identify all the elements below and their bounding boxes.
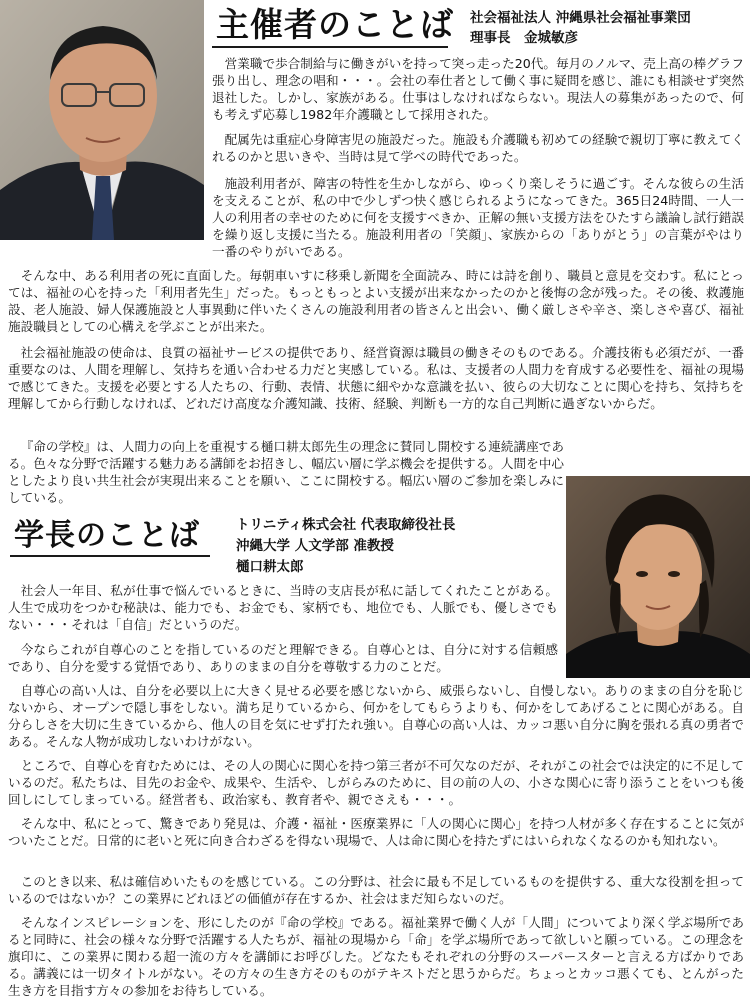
principal-paragraph: ところで、自尊心を育むためには、その人の関心に関心を持つ第三者が不可欠なのだが、それがこの社会では決定的に不足しているのだ。私たちは、目先のお金や、成果や、生活や、しがらみのために、目の前の人の、小さな関心に寄り添うことをいつも後回しにしてしまっている。経営者も、政治家も、教育者や、親でさえも・・・。 (8, 758, 744, 807)
host-paragraph: 配属先は重症心身障害児の施設だった。施設も介護職も初めての経験で親切丁寧に教えてくれるのかと思いきや、当時は見て学べの時代であった。 (212, 132, 744, 164)
host-section-title: 主催者のことば (216, 5, 454, 44)
principal-title-underline (10, 555, 210, 557)
host-name-line: 理事長 金城敏彦 (470, 30, 578, 46)
host-affiliation (470, 8, 691, 48)
principal-paragraph: そんなインスピレーションを、形にしたのが『命の学校』である。福祉業界で働く人が「人間」についてより深く学ぶ場所であると同時に、社会の様々な分野で活躍する人たちが、福祉の現場から「命」を学ぶ場所であって欲しいと願っている。この理念を旗印に、この業界に関わる超一流の方々を講師にお呼びした。どなたもそれぞれの分野のスーパースターと言える方ばかりである。講義には一切タイトルがない。その方々の生き方そのものがテキストだと思うからだ。ちょっとカッコ悪くても、とんがった生き方を目指す方々の参加をお待ちしている。 (8, 915, 744, 998)
principal-name: 樋口耕太郎 (236, 559, 304, 575)
principal-portrait-photo (566, 476, 750, 678)
host-paragraph: 施設利用者が、障害の特性を生かしながら、ゆっくり楽しそうに過ごす。そんな彼らの生活を支えることが、私の中で少しずつ快く感じられるようになってきた。365日24時間、一人一人の利用者の幸せのために何を支援すべきか、正解の無い支援方法をひたすら議論し試行錯誤を繰り返し支援に当たる。施設利用者の「笑顔」、家族からの「ありがとう」の言葉がやはり一番のやりがいである。 (212, 176, 744, 259)
principal-paragraph: 自尊心の高い人は、自分を必要以上に大きく見せる必要を感じないから、威張らないし、自慢しない。ありのままの自分を恥じないから、オープンで隠し事をしない。満ち足りているから、何かをしてもらうよりも、何かをしてあげることに関心がある。自分らしさを大切に生きているから、他人の目を気にせず打たれ強い。自尊心の高い人は、カッコ悪い自分に胸を張れる真の勇者である。そんな人物が成功しないわけがない。 (8, 683, 744, 749)
host-title-underline (212, 46, 448, 48)
host-paragraph: 営業職で歩合制給与に働きがいを持って突っ走った20代。毎月のノルマ、売上高の棒グラフ張り出し、理念の唱和・・・。会社の奉仕者として働く事に疑問を感じ、誰にも相談せず突然退社した。しかし、家族がある。仕事はしなければならない。現法人の募集があったので、何も考えず応募し1982年介護職として採用された。 (212, 56, 744, 122)
host-paragraph: 社会福祉施設の使命は、良質の福祉サービスの提供であり、経営資源は職員の働きそのものである。介護技術も必須だが、一番重要なのは、人間を理解し、気持ちを通い合わせる力だと実感している。私は、支援者の人間力を育成する必要性を、福祉の現場で感じてきた。支援を必要とする人たちの、行動、表情、状態に細やかな意識を払い、彼らの大切なことに関心を持ち、気持ちを理解してから行動しなければ、どれだけ高度な介護知識、技術、経験、判断も一方的な自己判断に過ぎないからだ。 (8, 345, 745, 411)
principal-section-title: 学長のことば (14, 518, 200, 553)
host-paragraph: そんな中、ある利用者の死に直面した。毎朝車いすに移乗し新聞を全面読み、時には詩を創り、職員と意見を交わす。私にとっては、福祉の心を持った「利用者先生」だった。もっともっとよい支援が出来なかったのかと後悔の念が残った。その後、救護施設、老人施設、婦人保護施設と人事異動に伴いたくさんの施設利用者の皆さんと出会い、働く厳しさや辛さ、楽しさや喜び、福祉施設職員としての心構えを学ぶことが出来た。 (8, 268, 745, 334)
principal-paragraph: このとき以来、私は確信めいたものを感じている。この分野は、社会に最も不足しているものを提供する、重大な役割を担っているのではないか？この業界にどれほどの価値が存在するか、社会はまだ知らないのだ。 (8, 874, 744, 906)
host-portrait-photo (0, 0, 204, 240)
principal-university: 沖縄大学 人文学部 准教授 (236, 538, 394, 554)
principal-paragraph: 今ならこれが自尊心のことを指しているのだと理解できる。自尊心とは、自分に対する信頼感であり、自分を愛する覚悟であり、ありのままの自分を尊敬する力のことだ。 (8, 642, 558, 674)
host-paragraph: 『命の学校』は、人間力の向上を重視する樋口耕太郎先生の理念に賛同し開校する連続講座である。色々な分野で活躍する魅力ある講師をお招きし、幅広い層に学ぶ機会を提供する。人間を中心としたより良い共生社会が実現出来ることを願い、ここに開校する。幅広い層のご参加を楽しみにしている。 (8, 439, 565, 505)
principal-organization: トリニティ株式会社 代表取締役社長 (236, 517, 456, 533)
principal-paragraph: 社会人一年目、私が仕事で悩んでいるときに、当時の支店長が私に話してくれたことがある。人生で成功をつかむ秘訣は、能力でも、お金でも、家柄でも、地位でも、人脈でも、優しさでもない・・・それは「自信」だというのだ。 (8, 583, 558, 632)
principal-paragraph: そんな中、私にとって、驚きであり発見は、介護・福祉・医療業界に「人の関心に関心」を持つ人材が多く存在することに気がついたことだ。日常的に老いと死に向き合わざるを得ない現場で、人は命に関心を持たずにはいられなくなるのかも知れない。 (8, 816, 744, 848)
principal-affiliation (236, 515, 455, 578)
host-organization: 社会福祉法人 沖縄県社会福祉事業団 (470, 10, 691, 26)
